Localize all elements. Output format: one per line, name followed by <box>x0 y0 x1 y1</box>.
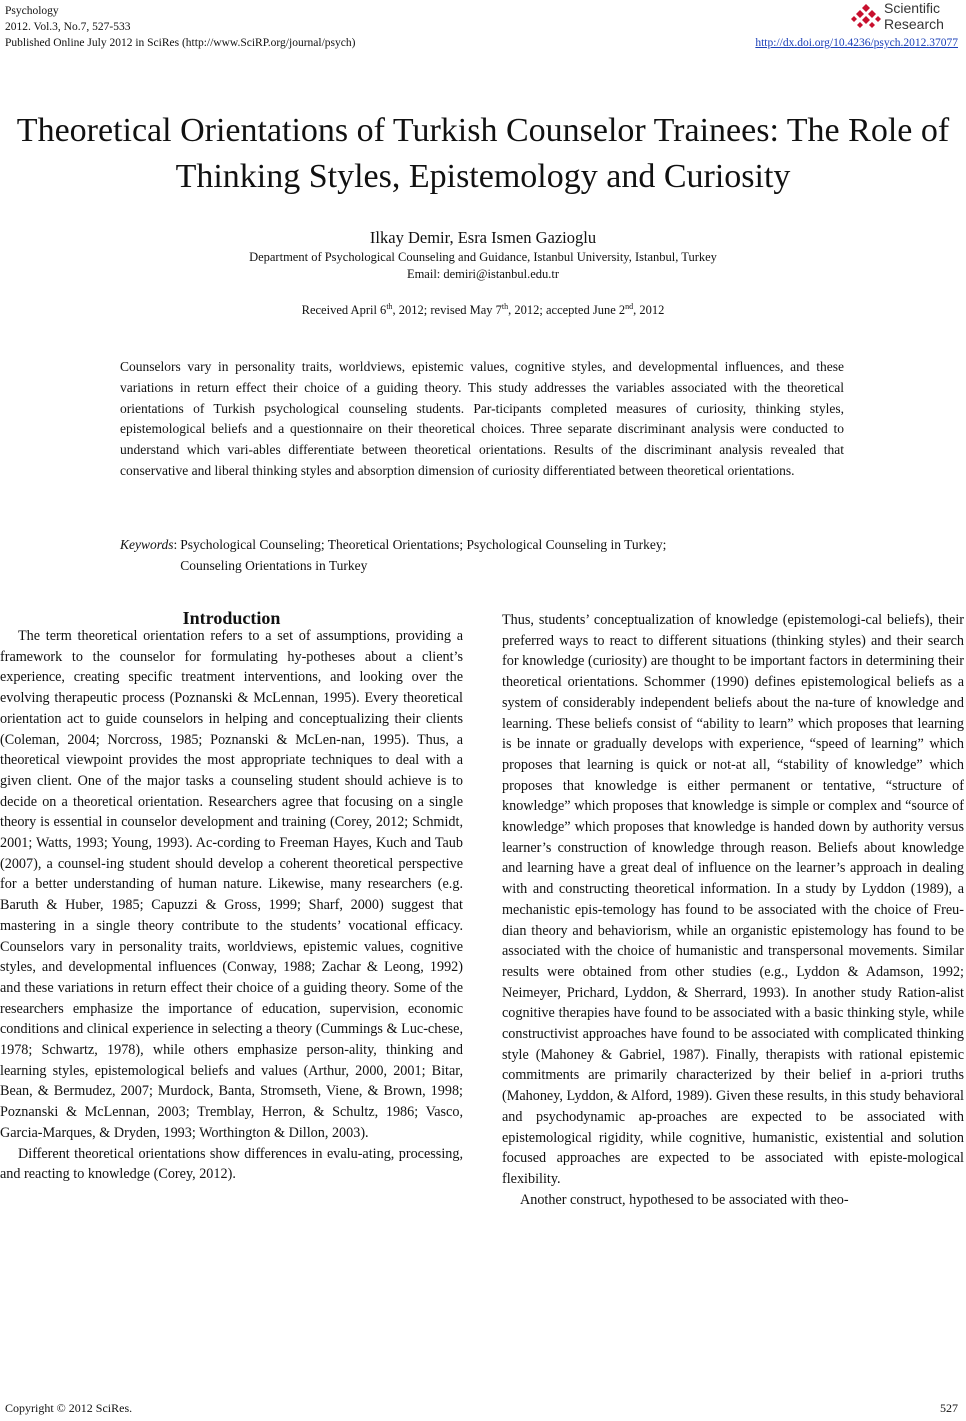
left-paragraph-2: Different theoretical orientations show differences in evalu-ating, processing, and reacting to knowledge (Corey, 2012). <box>0 1145 463 1183</box>
received-sup-3: nd <box>625 301 634 311</box>
logo-line-1: Scientific <box>884 0 941 16</box>
keywords-colon: : <box>173 537 178 552</box>
journal-name: Psychology <box>5 5 59 17</box>
keywords-line-2: Counseling Orientations in Turkey <box>180 557 368 573</box>
received-text-1: Received April 6 <box>301 303 387 317</box>
journal-volume: 2012. Vol.3, No.7, 527-533 <box>5 21 131 33</box>
left-paragraph-1: The term theoretical orientation refers to a set of assumptions, providing a framework to the counselor for formulating hy-potheses about a client’s experience, creating specific treatment interventions, and looking over the evolving therapeutic process (Poznanski & McLennan, 1995). Every theoretical orientation act to guide counselors in helping and conceptualizing their clients (Coleman, 2004; Norcross, 1985; Poznanski & McLen-nan, 1995). Thus, a theoretical viewpoint provides the most appropriate techniques to deal with a given client. One of the major tasks a counseling student should achieve is to decide on a theoretical orientation. Researchers agree that focusing on a single theory is essential in counselor development and training (Corey, 2012; Schmidt, 2001; Watts, 1993; Young, 1993). Ac-cording to Freeman Hayes, Kuch and Taub (2007), a counsel-ing student should develop a coherent theoretical perspective for a better understanding of human nature. Likewise, many researchers (e.g. Baruth & Huber, 1985; Capuzzi & Gross, 1999; Sharf, 2000) suggest that mastering in a single theory contribute to the students’ vocational efficacy. Counselors vary in personality traits, worldviews, epistemic values, cognitive styles, and developmental influences (Conway, 1988; Zachar & Leong, 1992) and these variations in return effect their choice of a guiding theory. Some of the researchers emphasize the importance of education, supervision, economic conditions and clinical experience in selecting a theory (Cummings & Luc-chese, 1978; Schwartz, 1978), while others emphasize person-ality, thinking and learning styles, epistemological beliefs and values (Arthur, 2000, 2001; Bitar, Bean, & Bermudez, 2007; Murdock, Banta, Stromseth, Viene, & Brown, 1998; Poznanski & McLennan, 2003; Tremblay, Herron, & Schultz, 1986; Vasco, Garcia-Marques, & Dryden, 1993; Worthington & Dillon, 2003). <box>0 628 463 1141</box>
keywords <box>120 535 844 577</box>
received-text-3: , 2012; accepted June 2 <box>508 303 626 317</box>
doi-container <box>755 35 958 51</box>
logo-icon <box>850 2 882 32</box>
doi-link[interactable]: http://dx.doi.org/10.4236/psych.2012.37077 <box>755 37 958 49</box>
copyright: Copyright © 2012 SciRes. <box>5 1401 133 1415</box>
scientific-research-logo <box>850 0 960 36</box>
received-sup-1: th <box>386 301 393 311</box>
publication-info: Published Online July 2012 in SciRes (http://www.SciRP.org/journal/psych) <box>5 37 356 49</box>
right-column <box>502 610 964 1210</box>
keywords-line-1: Psychological Counseling; Theoretical Orientations; Psychological Counseling in Turkey; <box>180 537 667 552</box>
affiliation: Department of Psychological Counseling and Guidance, Istanbul University, Istanbul, Turkey <box>249 250 717 264</box>
logo-text <box>884 0 944 32</box>
logo-line-2: Research <box>884 16 944 32</box>
received-sup-2: th <box>501 301 509 311</box>
abstract: Counselors vary in personality traits, worldviews, epistemic values, cognitive styles, and developmental influences, and these variations in return effect their choice of a guiding theory. This study addresses the variables associated with the theoretical orientations of Turkish psychological counseling students. Par-ticipants completed measures of curiosity, thinking styles, epistemological beliefs and a questionnaire on their theoretical choices. Three separate discriminant analysis were conducted to understand which vari-ables differentiate between theoretical orientations. Results of the discriminant analysis revealed that conservative and liberal thinking styles and absorption dimension of curiosity differentiated between theoretical orientations. <box>120 359 844 478</box>
left-column <box>0 626 463 1185</box>
email: Email: demiri@istanbul.edu.tr <box>406 267 560 281</box>
received-text-2: , 2012; revised May 7 <box>392 303 502 317</box>
received-text-4: , 2012 <box>633 303 665 317</box>
journal-header <box>5 3 355 51</box>
received-dates <box>0 302 966 319</box>
section-heading-introduction: Introduction <box>182 608 281 628</box>
right-paragraph-1: Thus, students’ conceptualization of knowledge (epistemologi-cal beliefs), their preferred ways to react to different situations (thinking styles) and their search for knowledge (curiosity) are thought to be important factors in determining their theoretical orientations. Schommer (1990) defines epistemological beliefs as a system of considerably independent beliefs about the na-ture of knowledge and learning. These beliefs consist of “ability to learn” which proposes that learning is be innate or gradually develops with experience, “speed of learning” which proposes that learning is quick or not-at all, “stability of knowledge” which proposes that knowledge is either permanent or tentative, “structure of knowledge” which proposes that knowledge is simple or complex and “source of knowledge” which proposes that knowledge is handed down by authority versus learner’s construction of knowledge through reason. Beliefs about knowledge and learning have a great deal of influence on the learner’s approach in dealing with and constructing theoretical information. In a study by Lyddon (1989), a mechanistic epis-temology has found to be associated with the choice of Freu-dian theory and behaviorism, while an organistic epistemology has found to be associated with the choice of humanistic and transpersonal movements. Similar results were obtained from other studies (e.g., Lyddon & Adamson, 1992; Neimeyer, Prichard, Lyddon, & Sherrard, 1993). In another study Ration-alist cognitive therapies have found to be associated with a basic thinking style, while constructivist approaches have found to be associated with complicated thinking style (Mahoney & Gabriel, 1987). Finally, therapists with rational epistemic commitments are primarily characterized by their belief in a-priori truths (Mahoney, Lyddon, & Alford, 1989). Given these results, in this study behavioral and psychodynamic ap-proaches are expected to be associated with epistemological rigidity, while cognitive, humanistic, existential and solution focused approaches are expected to be associated with episte-mological flexibility. <box>502 612 964 1187</box>
keywords-label: Keywords <box>120 537 174 552</box>
right-paragraph-2: Another construct, hypothesed to be associated with theo- <box>520 1191 849 1208</box>
paper-title: Theoretical Orientations of Turkish Counselor Trainees: The Role of Thinking Styles, Epistemology and Curiosity <box>16 112 950 195</box>
authors: Ilkay Demir, Esra Ismen Gazioglu <box>369 228 597 247</box>
page-number: 527 <box>940 1401 958 1415</box>
